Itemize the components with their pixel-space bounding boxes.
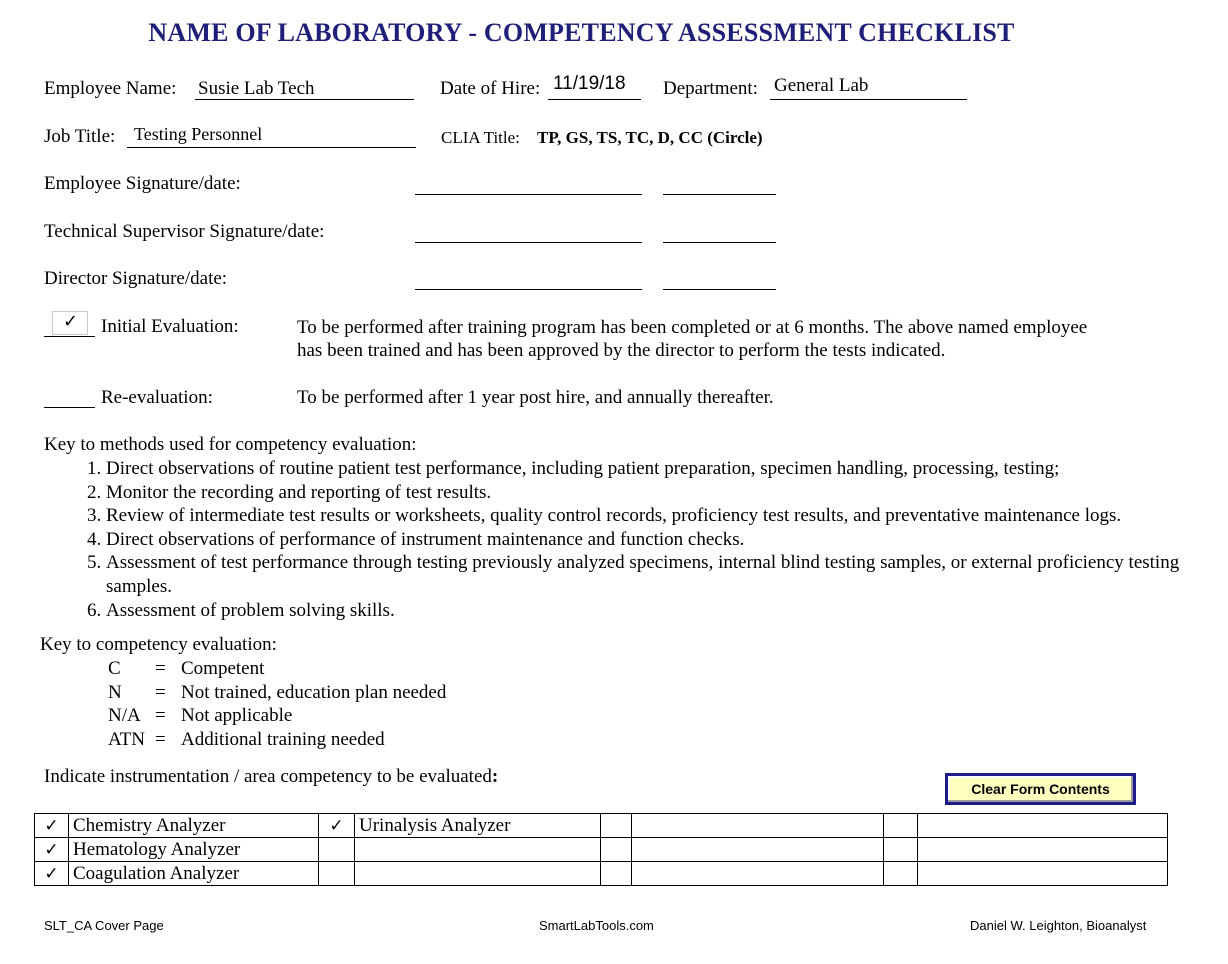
instrument-name[interactable] (918, 862, 1168, 886)
footer-left: SLT_CA Cover Page (44, 918, 164, 933)
instrument-checkbox[interactable]: ✓ (35, 814, 69, 838)
competency-key-heading: Key to competency evaluation: (40, 634, 277, 655)
employee-name-label: Employee Name: (44, 78, 177, 99)
key-meaning: Not trained, education plan needed (181, 681, 447, 703)
date-of-hire-field[interactable] (548, 99, 641, 100)
instrumentation-table (34, 813, 1168, 886)
key-row (108, 657, 446, 681)
department-label: Department: (663, 78, 758, 99)
re-evaluation-checkbox[interactable] (44, 407, 95, 408)
employee-name-value: Susie Lab Tech (198, 78, 315, 99)
instrument-row (35, 862, 1168, 886)
instrument-checkbox[interactable] (601, 862, 632, 886)
instrument-checkbox[interactable]: ✓ (35, 838, 69, 862)
footer-right: Daniel W. Leighton, Bioanalyst (970, 918, 1147, 933)
key-meaning: Additional training needed (181, 728, 385, 750)
initial-evaluation-checkbox[interactable] (52, 311, 88, 335)
key-meaning: Not applicable (181, 705, 293, 727)
instrument-row (35, 814, 1168, 838)
method-item: 6. Assessment of problem solving skills. (106, 599, 1228, 623)
instrument-name[interactable]: Urinalysis Analyzer (355, 814, 601, 838)
methods-list (58, 457, 1228, 622)
instrument-name[interactable] (632, 838, 884, 862)
key-equals: = (155, 728, 166, 750)
director-signature-date-field[interactable] (663, 289, 776, 290)
key-code: ATN (108, 728, 145, 750)
job-title-label: Job Title: (44, 126, 116, 147)
employee-signature-date-field[interactable] (663, 194, 776, 195)
initial-evaluation-label: Initial Evaluation: (101, 316, 239, 337)
initial-evaluation-line (44, 336, 95, 337)
job-title-value: Testing Personnel (134, 124, 263, 144)
instrument-name[interactable] (918, 814, 1168, 838)
methods-heading: Key to methods used for competency evaluation: (44, 434, 417, 455)
department-value: General Lab (774, 75, 869, 96)
key-meaning: Competent (181, 658, 265, 679)
tech-supervisor-signature-date-field[interactable] (663, 242, 776, 243)
instrument-checkbox[interactable] (884, 814, 918, 838)
clia-title-options: TP, GS, TS, TC, D, CC (Circle) (537, 128, 763, 147)
key-code: C (108, 658, 121, 679)
director-signature-label: Director Signature/date: (44, 268, 228, 289)
key-code: N (108, 681, 122, 703)
instrumentation-heading (44, 766, 498, 788)
key-code: N/A (108, 705, 141, 727)
key-row (108, 681, 446, 705)
instrument-checkbox[interactable] (884, 862, 918, 886)
instrument-checkbox[interactable]: ✓ (35, 862, 69, 886)
footer-center: SmartLabTools.com (539, 918, 654, 933)
date-of-hire-label: Date of Hire: (440, 78, 541, 99)
clia-title-label: CLIA Title: (441, 128, 520, 147)
key-equals: = (155, 658, 166, 679)
key-row (108, 704, 446, 728)
check-icon: ✓ (63, 311, 79, 332)
department-field[interactable] (770, 99, 967, 100)
instrument-name[interactable] (918, 838, 1168, 862)
tech-supervisor-signature-label: Technical Supervisor Signature/date: (44, 221, 325, 242)
method-item: 2. Monitor the recording and reporting of test results. (106, 481, 1228, 505)
re-evaluation-label: Re-evaluation: (101, 387, 213, 408)
director-signature-field[interactable] (415, 289, 642, 290)
instrument-name[interactable]: Hematology Analyzer (69, 838, 319, 862)
instrument-name[interactable] (355, 838, 601, 862)
key-equals: = (155, 705, 166, 727)
instrument-checkbox[interactable] (884, 838, 918, 862)
date-of-hire-value: 11/19/18 (553, 73, 626, 94)
page-title: NAME OF LABORATORY - COMPETENCY ASSESSMENT CHECKLIST (148, 18, 1015, 47)
instrument-checkbox[interactable] (601, 814, 632, 838)
method-item: 5. Assessment of test performance through testing previously analyzed specimens, internal blind testing samples, or external proficiency testing samples. (106, 551, 1228, 598)
key-row (108, 728, 446, 752)
method-item: 4. Direct observations of performance of instrument maintenance and function checks. (106, 528, 1228, 552)
instrument-name[interactable]: Chemistry Analyzer (69, 814, 319, 838)
instrument-checkbox[interactable]: ✓ (319, 814, 355, 838)
clear-form-button[interactable]: Clear Form Contents (945, 773, 1136, 805)
re-evaluation-description: To be performed after 1 year post hire, and annually thereafter. (297, 387, 774, 408)
employee-signature-label: Employee Signature/date: (44, 173, 241, 194)
key-equals: = (155, 681, 166, 703)
instrument-checkbox[interactable] (601, 838, 632, 862)
instrument-name[interactable] (632, 862, 884, 886)
initial-evaluation-description: To be performed after training program has been completed or at 6 months. The above named employee has been trained and has been approved by the director to perform the tests indicated. (297, 317, 1088, 361)
instrumentation-heading-colon: : (491, 766, 499, 787)
instrument-checkbox[interactable] (319, 838, 355, 862)
method-item: 3. Review of intermediate test results or worksheets, quality control records, proficiency test results, and preventative maintenance logs. (106, 504, 1228, 528)
job-title-field[interactable] (127, 147, 416, 148)
instrument-name[interactable]: Coagulation Analyzer (69, 862, 319, 886)
instrumentation-heading-text: Indicate instrumentation / area competency to be evaluated (44, 766, 492, 787)
employee-signature-field[interactable] (415, 194, 642, 195)
instrument-checkbox[interactable] (319, 862, 355, 886)
instrument-name[interactable] (632, 814, 884, 838)
competency-key-list (108, 657, 446, 751)
tech-supervisor-signature-field[interactable] (415, 242, 642, 243)
instrument-row (35, 838, 1168, 862)
method-item: 1. Direct observations of routine patient test performance, including patient preparation, specimen handling, processing, testing; (106, 457, 1228, 481)
instrument-name[interactable] (355, 862, 601, 886)
